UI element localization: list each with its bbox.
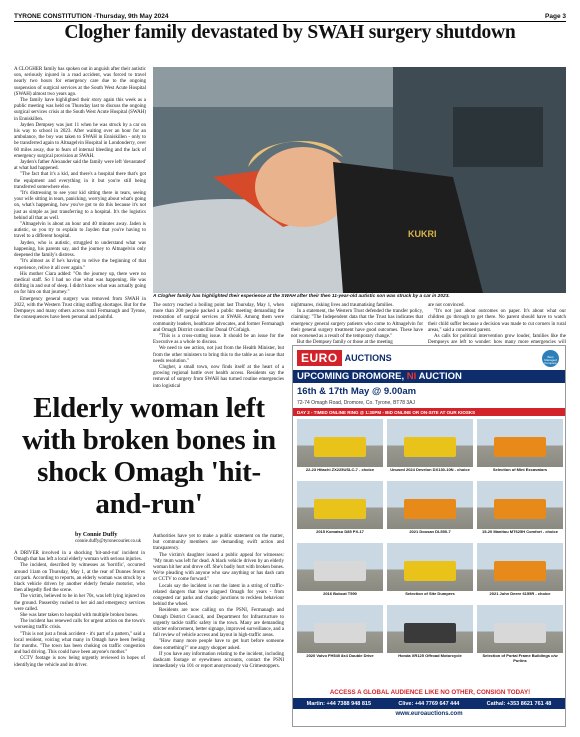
machine-illustration — [404, 437, 456, 457]
machine-illustration — [494, 437, 546, 457]
machine-illustration — [314, 623, 366, 643]
contact-bar — [293, 698, 565, 709]
contact-clive[interactable]: Clive: +44 7769 647 444 — [398, 700, 460, 707]
paragraph: The incident, described by witnesses as 'horrific', occurred around 11am on Thursday, May 1, at the rear of Dunnes Stores car park. According to reports, an elderly woman was struck by a black vehicle driven by another elderly female motorist, who then allegedly fled the scene. — [14, 563, 145, 594]
logo-auctions: AUCTIONS — [344, 353, 392, 363]
paragraph: In a statement, the Western Trust defended the transfer policy, claiming: "The Independent data that the Trust has indicates that emergency general surgery patients who come to Altnagelvin for their general surgery treatment have good outcomes. These have not worsened as a result of the temporary change." — [291, 309, 423, 340]
lot-item[interactable] — [387, 605, 473, 665]
lot-label: Selection of Site Dumpers — [405, 591, 455, 596]
paragraph: "This is not just a freak accident - it's part of a pattern," said a local resident, voicing what many in Omagh have been feeling for months. "The town has been choking on traffic congestion and bad driving. This could have been anyone's mother." — [14, 631, 145, 656]
lot-item[interactable] — [477, 605, 563, 665]
lot-photo — [297, 481, 383, 529]
lot-item[interactable] — [477, 543, 563, 603]
paragraph: Authorities have yet to make a public statement on the matter, but community members are demanding swift action and transparency. — [153, 534, 284, 552]
paragraph: Jayden Dempsey was just 11 when he was struck by a car on his way to school in 2023. After waiting over an hour for an ambulance, the boy was taken to SWAH in Enniskillen - only to be transferred again to Altnagelvin Hospital in Londonderry, over 60 miles away, due to fears of internal bleeding and the lack of emergency surgical provision at SWAH. — [14, 122, 146, 159]
byline-author: by Connie Duffy — [75, 532, 118, 538]
lot-photo — [477, 481, 563, 529]
auction-dates: 16th & 17th May @ 9.00am — [297, 386, 417, 397]
story2-column-1 — [14, 551, 145, 669]
lot-label: Honda XR125 Offroad Motorcycle — [398, 653, 462, 658]
lot-photo — [477, 543, 563, 591]
paragraph: "How many more people have to get hurt before someone does something?" one angry shopper asked. — [153, 639, 284, 651]
lot-label: 2020 Volvo FH540 8x4 Double Drive — [306, 653, 374, 658]
paragraph: Emergency general surgery was removed from SWAH in 2022, with the Western Trust citing staffing shortages. But for the Dempseys and many others across rural Fermanagh and Tyrone, the consequences have been personal and painful. — [14, 296, 146, 321]
lot-photo — [387, 419, 473, 467]
paragraph: A DRIVER involved in a shocking 'hit-and-run' incident in Omagh that has left a local elderly woman with serious injuries. — [14, 551, 145, 563]
euro-auctions-advert[interactable] — [292, 345, 566, 727]
day-2-bar: DAY 2 - TIMED ONLINE RING @ 1:30PM - BID ONLINE OR ON-SITE AT OUR KIOSKS — [293, 408, 565, 416]
lot-item[interactable] — [297, 605, 383, 665]
story1-column-2 — [153, 303, 284, 390]
paragraph: CCTV footage is now being urgently reviewed in hopes of identifying the vehicle and its driver. — [14, 656, 145, 668]
story2-column-2 — [153, 534, 284, 670]
paragraph: As calls for political intervention grow louder, families like the Dempseys are left to wonder: how many more emergencies will — [428, 334, 566, 346]
auction-title — [293, 370, 565, 383]
lot-photo — [477, 419, 563, 467]
paragraph: Clogher, a small town, now finds itself at the heart of a growing regional battle over health access. Residents say the removal of surgery from SWAH has turned routine emergencies into logistical — [153, 365, 284, 389]
lot-photo — [387, 543, 473, 591]
paragraph: "This is a cross-cutting issue. It should be an issue for the Executive as a whole to discuss. — [153, 334, 284, 346]
story1-column-3 — [291, 303, 423, 346]
lot-label: Unused 2024 Develon DX130-10N - choice — [390, 467, 470, 472]
machine-illustration — [314, 499, 366, 519]
auction-title-start: UPCOMING DROMORE, — [297, 371, 407, 382]
lot-label: 22-23 Hitachi ZX225USLC-7 - choice — [305, 467, 375, 472]
machine-illustration — [404, 499, 456, 519]
lot-item[interactable] — [387, 481, 473, 541]
lot-photo — [297, 543, 383, 591]
story2-headline: Elderly woman left with broken bones in shock Omagh 'hit-and-run' — [22, 392, 276, 520]
masthead-title: TYRONE CONSTITUTION -Thursday, 9th May 2024 — [14, 13, 169, 20]
consign-banner: ACCESS A GLOBAL AUDIENCE LIKE NO OTHER, CONSIGN TODAY! — [329, 689, 531, 696]
paragraph: Jayden's father Alexander said the family were left 'devastated' at what had happened. — [14, 160, 146, 172]
paragraph: "It's almost as if he's having to relive the beginning of that experience, relive it all over again." — [14, 259, 146, 271]
lot-item[interactable] — [387, 543, 473, 603]
lot-item[interactable] — [477, 419, 563, 479]
paragraph: The outcry reached a boiling point last Thursday, May 1, when more than 200 people packed a public meeting demanding the restoration of surgical services at SWAH. Among them were community leaders, healthcare advocates, and former Fermanagh and Omagh District councillor Donal O'Cofaigh. — [153, 303, 284, 333]
paragraph: "The fact that it's a kid, and there's a hospital there that's got the equipment and everything in it but you're still being transferred somewhere else. — [14, 172, 146, 190]
machine-illustration — [404, 623, 456, 643]
paragraph: "It's distressing to see your kid sitting there in tears, seeing your wife sitting in tears, panicking, worrying about what's going on, what's happening, how you've got to do this because it's not just as simple as just transferring to a hospital. It's the logistics behind all that as well. — [14, 191, 146, 221]
auction-address: 72-74 Omagh Road, Dromore, Co. Tyrone, BT78 3AJ — [297, 400, 416, 406]
lot-grid — [297, 419, 563, 665]
lot-label: 2016 Bobcat T590 — [323, 591, 357, 596]
paragraph: The family have highlighted their story again this week as a public meeting was held on Thursday last to discuss the ongoing surgical services crisis at the South West Acute Hospital (SWAH) in Enniskillen. — [14, 98, 146, 122]
paragraph: Locals say the incident is not the latest in a string of traffic-related dangers that have plagued Omagh for years - from congested car parks and chaotic junctions to reckless behaviour behind the wheel. — [153, 583, 284, 608]
photo-caption: A Clogher family has highlighted their experience at the SWAH after their then 11-year-old autistic son was struck by a car in 2023. — [153, 294, 450, 299]
hospital-photo-illustration — [153, 67, 566, 293]
paragraph: But the Dempsey family or those at the meeting — [297, 340, 393, 346]
machine-illustration — [404, 561, 456, 581]
paragraph: If you have any information relating to the incident, including dashcam footage or eyewitness accounts, contact the PSNI immediately via 101 or report anonymously via Crimestoppers. — [153, 651, 284, 670]
contact-martin[interactable]: Martin: +44 7388 948 815 — [306, 700, 372, 707]
website-link[interactable]: www.euroauctions.com — [395, 711, 463, 717]
lot-item[interactable] — [477, 481, 563, 541]
paragraph: She was later taken to hospital with multiple broken bones. — [20, 613, 139, 619]
lot-photo — [387, 481, 473, 529]
lot-label: 15-20 Manitou MT625H Comfort - choice — [481, 529, 558, 534]
lot-photo — [297, 419, 383, 467]
paragraph: "It's not just about outcomes on paper. It's about what our children go through to get there. No parent should have to watch their child suffer because a decision was made to cut corners in rural areas," said a concerned parent. — [428, 309, 566, 333]
page-number: Page 3 — [545, 13, 566, 20]
lot-photo — [477, 605, 563, 653]
paragraph: The incident has renewed calls for urgent action on the town's worsening traffic crisis. — [14, 619, 145, 631]
paragraph: The victim, believed to be in her 70s, was left lying injured on the ground. Passersby rushed to her aid and emergency services were called. — [14, 594, 145, 612]
machine-illustration — [494, 623, 546, 643]
paragraph: nightmares, risking lives and traumatising families. — [291, 303, 394, 308]
logo-euro: EURO — [297, 350, 342, 366]
story1-column-1 — [14, 67, 146, 321]
auction-title-ni: NI — [406, 371, 417, 382]
contact-cathal[interactable]: Cathal: +353 8621 761 48 — [486, 700, 552, 707]
byline-email[interactable]: connie.duffy@tyronecourier.co.uk — [75, 539, 142, 544]
hospital-photo — [153, 67, 566, 293]
paragraph: The victim's daughter issued a public appeal for witnesses: "My mum was left for dead. A black vehicle driven by an elderly woman hit her and drove off. She's badly hurt with broken bones. We're pleading with anyone who saw anything or has dash cam or CCTV to come forward." — [153, 552, 284, 583]
paragraph: "Altnagelvin is about an hour and 40 minutes away. Jaden is autistic, so you try to explain to Jayden that you're having to travel to a different hospital. — [14, 222, 146, 240]
lot-label: Selection of Portal Frame Buildings c/w Purlins — [482, 653, 558, 663]
machine-illustration — [314, 437, 366, 457]
paragraph: are not convinced. — [428, 303, 465, 308]
machine-illustration — [494, 561, 546, 581]
lot-item[interactable] — [297, 481, 383, 541]
euro-auctions-logo — [297, 350, 392, 366]
paragraph: We need to see action, not just from the Health Minister, but from the other ministers to bring this to the table as an issue that needs resolution." — [153, 346, 284, 364]
paragraph: Jayden, who is autistic, struggled to understand what was happening, his parents say, and the journey to Altnagelvin only deepened the family's distress. — [14, 240, 146, 259]
lot-item[interactable] — [297, 419, 383, 479]
paragraph: A CLOGHER family has spoken out in anguish after their autistic son, seriously injured in a road accident, was forced to travel nearly two hours for emergency care due to the ongoing suspension of surgical services at the South West Acute Hospital (SWAH) almost two years ago. — [14, 67, 146, 97]
lot-label: Selection of Mini Excavators — [492, 467, 548, 472]
lot-label: 2015 Komatsu D85 PX-17 — [316, 529, 364, 534]
lot-label: 2021 Doosan DL550-7 — [409, 529, 451, 534]
lot-photo — [297, 605, 383, 653]
lot-item[interactable] — [387, 419, 473, 479]
lot-photo — [387, 605, 473, 653]
lot-label: 2021 John Deere 6155R - choice — [489, 591, 551, 596]
machine-illustration — [494, 499, 546, 519]
paragraph: Residents are now calling on the PSNI, Fermanagh and Omagh District Council, and Department for Infrastructure to urgently tackle traffic safety in the town. Many are demanding stricter enforcement, better signage, improved surveillance, and a full review of vehicle access and layout in high-traffic areas. — [153, 608, 284, 639]
story1-headline: Clogher family devastated by SWAH surgery shutdown — [64, 22, 516, 43]
paragraph: His mother Ciara added: "On the journey up, there were no medical staff. So I had no clue what was happening. He was drifting in and out of sleep. I didn't know what was actually going on for him on that journey." — [14, 271, 146, 296]
lot-item[interactable] — [297, 543, 383, 603]
award-badge-icon: Best Managed Company — [542, 350, 559, 367]
auction-title-end: AUCTION — [416, 371, 462, 382]
jersey-text: KUKRI — [408, 229, 437, 239]
machine-illustration — [314, 561, 366, 581]
